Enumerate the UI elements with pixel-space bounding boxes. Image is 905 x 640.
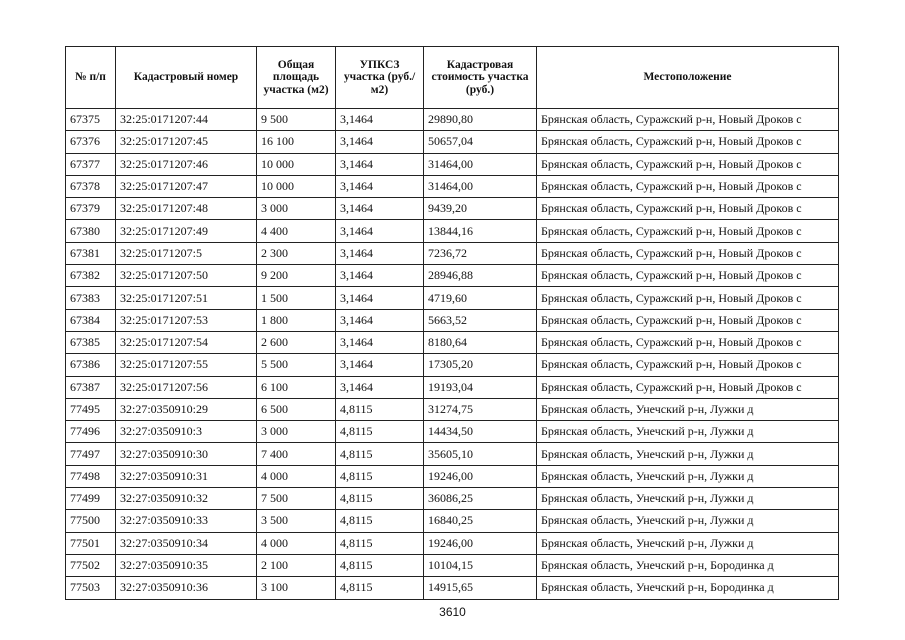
- area-cell: 1 500: [257, 287, 336, 309]
- cadastral-value-cell: 36086,25: [424, 488, 537, 510]
- cadastral-value-cell: 31464,00: [424, 153, 537, 175]
- table-body: [66, 109, 839, 600]
- cadastral-number-cell: 32:25:0171207:49: [116, 220, 257, 242]
- cadastral-number-cell: 32:25:0171207:50: [116, 265, 257, 287]
- table-row: [66, 331, 839, 353]
- page-number: 3610: [439, 605, 466, 619]
- cadastral-number-cell: 32:27:0350910:33: [116, 510, 257, 532]
- location-cell: Брянская область, Суражский р-н, Новый Дроков с: [537, 131, 839, 153]
- cadastral-number-cell: 32:27:0350910:36: [116, 577, 257, 599]
- area-cell: 7 400: [257, 443, 336, 465]
- row-number-cell: 77502: [66, 554, 116, 576]
- area-cell: 2 300: [257, 242, 336, 264]
- upksz-cell: 4,8115: [336, 398, 424, 420]
- area-cell: 6 100: [257, 376, 336, 398]
- row-number-cell: 77500: [66, 510, 116, 532]
- row-number-cell: 77495: [66, 398, 116, 420]
- upksz-cell: 3,1464: [336, 376, 424, 398]
- row-number-cell: 67375: [66, 109, 116, 131]
- row-number-cell: 67381: [66, 242, 116, 264]
- header-upksz: УПКСЗ участка (руб./м2): [336, 47, 424, 109]
- table-row: [66, 153, 839, 175]
- location-cell: Брянская область, Унечский р-н, Бородинка д: [537, 554, 839, 576]
- area-cell: 10 000: [257, 153, 336, 175]
- cadastral-number-cell: 32:27:0350910:3: [116, 421, 257, 443]
- table-row: [66, 376, 839, 398]
- cadastral-number-cell: 32:27:0350910:32: [116, 488, 257, 510]
- location-cell: Брянская область, Унечский р-н, Лужки д: [537, 398, 839, 420]
- row-number-cell: 67384: [66, 309, 116, 331]
- cadastral-number-cell: 32:25:0171207:55: [116, 354, 257, 376]
- cadastral-value-cell: 5663,52: [424, 309, 537, 331]
- cadastral-value-cell: 16840,25: [424, 510, 537, 532]
- area-cell: 9 200: [257, 265, 336, 287]
- cadastral-number-cell: 32:25:0171207:48: [116, 198, 257, 220]
- cadastral-value-cell: 19193,04: [424, 376, 537, 398]
- cadastral-value-cell: 19246,00: [424, 532, 537, 554]
- area-cell: 4 000: [257, 532, 336, 554]
- area-cell: 9 500: [257, 109, 336, 131]
- upksz-cell: 3,1464: [336, 354, 424, 376]
- location-cell: Брянская область, Суражский р-н, Новый Дроков с: [537, 354, 839, 376]
- cadastral-value-cell: 29890,80: [424, 109, 537, 131]
- area-cell: 3 100: [257, 577, 336, 599]
- cadastral-number-cell: 32:27:0350910:34: [116, 532, 257, 554]
- header-cadastral-number: Кадастровый номер: [116, 47, 257, 109]
- cadastral-number-cell: 32:25:0171207:47: [116, 175, 257, 197]
- area-cell: 4 000: [257, 465, 336, 487]
- cadastral-number-cell: 32:25:0171207:44: [116, 109, 257, 131]
- location-cell: Брянская область, Унечский р-н, Лужки д: [537, 488, 839, 510]
- location-cell: Брянская область, Унечский р-н, Лужки д: [537, 443, 839, 465]
- table-row: [66, 131, 839, 153]
- header-area: Общая площадь участка (м2): [257, 47, 336, 109]
- location-cell: Брянская область, Унечский р-н, Лужки д: [537, 510, 839, 532]
- location-cell: Брянская область, Суражский р-н, Новый Дроков с: [537, 175, 839, 197]
- upksz-cell: 4,8115: [336, 421, 424, 443]
- location-cell: Брянская область, Суражский р-н, Новый Дроков с: [537, 198, 839, 220]
- cadastral-number-cell: 32:27:0350910:29: [116, 398, 257, 420]
- cadastral-value-cell: 4719,60: [424, 287, 537, 309]
- row-number-cell: 67386: [66, 354, 116, 376]
- upksz-cell: 4,8115: [336, 443, 424, 465]
- table-row: [66, 488, 839, 510]
- upksz-cell: 3,1464: [336, 175, 424, 197]
- upksz-cell: 4,8115: [336, 465, 424, 487]
- cadastral-number-cell: 32:25:0171207:54: [116, 331, 257, 353]
- location-cell: Брянская область, Унечский р-н, Лужки д: [537, 532, 839, 554]
- cadastral-value-cell: 50657,04: [424, 131, 537, 153]
- cadastral-number-cell: 32:27:0350910:35: [116, 554, 257, 576]
- location-cell: Брянская область, Суражский р-н, Новый Дроков с: [537, 309, 839, 331]
- area-cell: 3 000: [257, 198, 336, 220]
- row-number-cell: 77497: [66, 443, 116, 465]
- location-cell: Брянская область, Суражский р-н, Новый Дроков с: [537, 287, 839, 309]
- table-row: [66, 465, 839, 487]
- cadastral-value-cell: 35605,10: [424, 443, 537, 465]
- row-number-cell: 67379: [66, 198, 116, 220]
- area-cell: 3 500: [257, 510, 336, 532]
- upksz-cell: 4,8115: [336, 554, 424, 576]
- row-number-cell: 77496: [66, 421, 116, 443]
- cadastral-table: [65, 46, 839, 600]
- upksz-cell: 3,1464: [336, 153, 424, 175]
- cadastral-value-cell: 17305,20: [424, 354, 537, 376]
- upksz-cell: 3,1464: [336, 331, 424, 353]
- cadastral-number-cell: 32:27:0350910:31: [116, 465, 257, 487]
- table-row: [66, 287, 839, 309]
- cadastral-value-cell: 19246,00: [424, 465, 537, 487]
- upksz-cell: 3,1464: [336, 287, 424, 309]
- area-cell: 2 600: [257, 331, 336, 353]
- area-cell: 4 400: [257, 220, 336, 242]
- table-row: [66, 309, 839, 331]
- location-cell: Брянская область, Унечский р-н, Лужки д: [537, 465, 839, 487]
- row-number-cell: 67380: [66, 220, 116, 242]
- row-number-cell: 67377: [66, 153, 116, 175]
- area-cell: 3 000: [257, 421, 336, 443]
- cadastral-number-cell: 32:27:0350910:30: [116, 443, 257, 465]
- table-row: [66, 198, 839, 220]
- cadastral-value-cell: 31274,75: [424, 398, 537, 420]
- table-row: [66, 398, 839, 420]
- area-cell: 7 500: [257, 488, 336, 510]
- cadastral-number-cell: 32:25:0171207:53: [116, 309, 257, 331]
- upksz-cell: 4,8115: [336, 488, 424, 510]
- area-cell: 16 100: [257, 131, 336, 153]
- upksz-cell: 3,1464: [336, 265, 424, 287]
- header-row: [66, 47, 839, 109]
- cadastral-number-cell: 32:25:0171207:5: [116, 242, 257, 264]
- location-cell: Брянская область, Суражский р-н, Новый Дроков с: [537, 220, 839, 242]
- table-row: [66, 532, 839, 554]
- location-cell: Брянская область, Суражский р-н, Новый Дроков с: [537, 265, 839, 287]
- cadastral-number-cell: 32:25:0171207:51: [116, 287, 257, 309]
- cadastral-value-cell: 7236,72: [424, 242, 537, 264]
- location-cell: Брянская область, Суражский р-н, Новый Дроков с: [537, 376, 839, 398]
- location-cell: Брянская область, Суражский р-н, Новый Дроков с: [537, 109, 839, 131]
- table-row: [66, 443, 839, 465]
- row-number-cell: 67383: [66, 287, 116, 309]
- cadastral-value-cell: 28946,88: [424, 265, 537, 287]
- upksz-cell: 3,1464: [336, 109, 424, 131]
- cadastral-number-cell: 32:25:0171207:56: [116, 376, 257, 398]
- header-location: Местоположение: [537, 47, 839, 109]
- location-cell: Брянская область, Унечский р-н, Бородинка д: [537, 577, 839, 599]
- cadastral-value-cell: 14915,65: [424, 577, 537, 599]
- table-row: [66, 421, 839, 443]
- table-row: [66, 220, 839, 242]
- row-number-cell: 67382: [66, 265, 116, 287]
- area-cell: 1 800: [257, 309, 336, 331]
- area-cell: 6 500: [257, 398, 336, 420]
- location-cell: Брянская область, Суражский р-н, Новый Дроков с: [537, 331, 839, 353]
- row-number-cell: 67378: [66, 175, 116, 197]
- upksz-cell: 3,1464: [336, 198, 424, 220]
- table-header: [66, 47, 839, 109]
- row-number-cell: 77503: [66, 577, 116, 599]
- cadastral-number-cell: 32:25:0171207:45: [116, 131, 257, 153]
- upksz-cell: 3,1464: [336, 131, 424, 153]
- header-cadastral-value: Кадастровая стоимость участка (руб.): [424, 47, 537, 109]
- upksz-cell: 4,8115: [336, 532, 424, 554]
- cadastral-number-cell: 32:25:0171207:46: [116, 153, 257, 175]
- upksz-cell: 3,1464: [336, 242, 424, 264]
- table-row: [66, 242, 839, 264]
- table-row: [66, 354, 839, 376]
- row-number-cell: 77498: [66, 465, 116, 487]
- row-number-cell: 77501: [66, 532, 116, 554]
- row-number-cell: 67387: [66, 376, 116, 398]
- table-row: [66, 510, 839, 532]
- cadastral-value-cell: 9439,20: [424, 198, 537, 220]
- location-cell: Брянская область, Суражский р-н, Новый Дроков с: [537, 242, 839, 264]
- cadastral-value-cell: 8180,64: [424, 331, 537, 353]
- upksz-cell: 3,1464: [336, 220, 424, 242]
- cadastral-value-cell: 14434,50: [424, 421, 537, 443]
- cadastral-value-cell: 31464,00: [424, 175, 537, 197]
- table-row: [66, 554, 839, 576]
- area-cell: 10 000: [257, 175, 336, 197]
- row-number-cell: 67376: [66, 131, 116, 153]
- upksz-cell: 4,8115: [336, 510, 424, 532]
- cadastral-value-cell: 13844,16: [424, 220, 537, 242]
- table-row: [66, 175, 839, 197]
- row-number-cell: 67385: [66, 331, 116, 353]
- upksz-cell: 3,1464: [336, 309, 424, 331]
- table-row: [66, 265, 839, 287]
- area-cell: 5 500: [257, 354, 336, 376]
- table-row: [66, 577, 839, 599]
- location-cell: Брянская область, Унечский р-н, Лужки д: [537, 421, 839, 443]
- location-cell: Брянская область, Суражский р-н, Новый Дроков с: [537, 153, 839, 175]
- table-row: [66, 109, 839, 131]
- header-row-number: № п/п: [66, 47, 116, 109]
- row-number-cell: 77499: [66, 488, 116, 510]
- upksz-cell: 4,8115: [336, 577, 424, 599]
- area-cell: 2 100: [257, 554, 336, 576]
- cadastral-value-cell: 10104,15: [424, 554, 537, 576]
